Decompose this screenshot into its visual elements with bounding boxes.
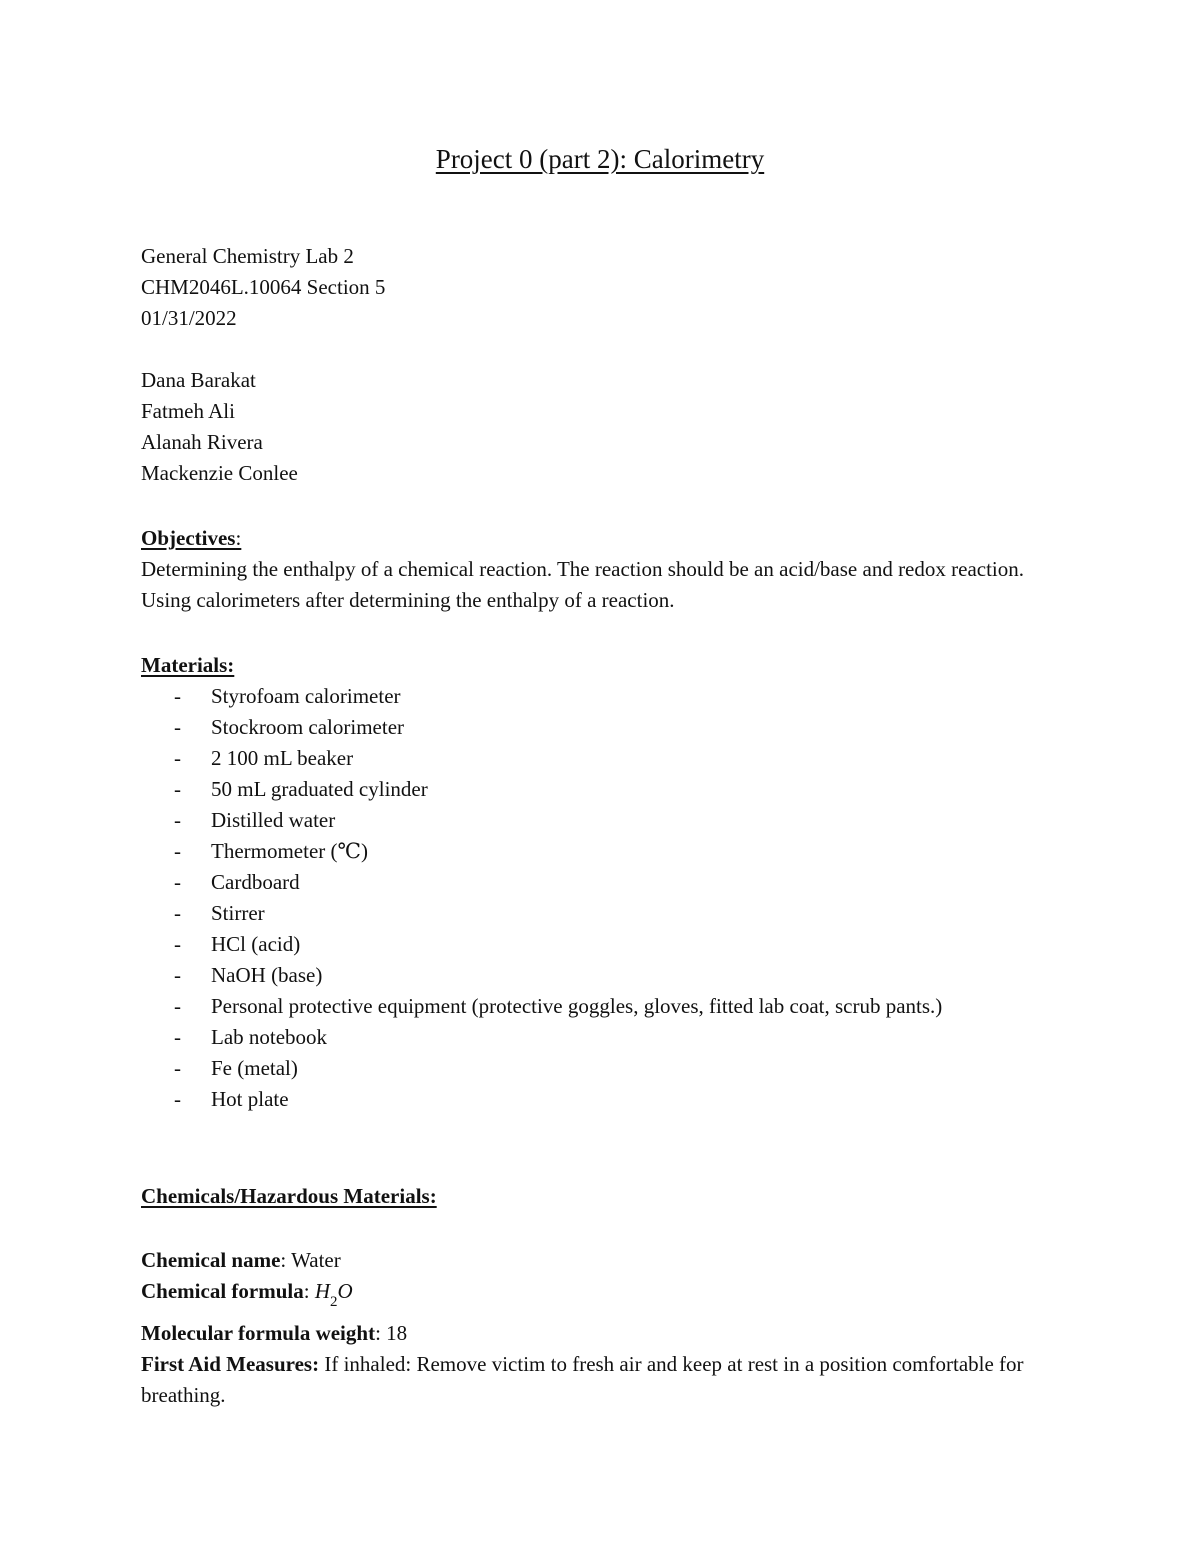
objectives-heading-text: Objectives [141, 526, 236, 550]
list-item [141, 712, 1061, 743]
material-label: NaOH (base) [211, 963, 323, 987]
list-bullet: - [174, 1025, 181, 1049]
chemical-formula-line: Chemical formula: $H_2O$ [141, 1279, 353, 1310]
materials-list [141, 681, 1061, 1115]
list-bullet: - [174, 746, 181, 770]
list-item [141, 960, 1061, 991]
objectives-section [141, 523, 1061, 616]
material-label: Stirrer [211, 901, 265, 925]
list-bullet: - [174, 839, 181, 863]
molecular-weight-line: Molecular formula weight: 18 [141, 1321, 408, 1345]
author-list [141, 365, 1061, 489]
chemical-entry [141, 1245, 1061, 1310]
list-bullet: - [174, 932, 181, 956]
course-info [141, 241, 1061, 334]
material-label: Cardboard [211, 870, 300, 894]
list-item [141, 681, 1061, 712]
chemicals-section [141, 1181, 1061, 1212]
objectives-heading-colon: : [235, 526, 242, 550]
report-date: 01/31/2022 [141, 306, 237, 330]
author-name: Mackenzie Conlee [141, 461, 298, 485]
list-bullet: - [174, 808, 181, 832]
chemicals-heading: Chemicals/Hazardous Materials: [141, 1184, 437, 1208]
list-item [141, 1084, 1061, 1115]
course-name: General Chemistry Lab 2 [141, 244, 354, 268]
list-bullet: - [174, 1087, 181, 1111]
material-label: 50 mL graduated cylinder [211, 777, 428, 801]
list-item [141, 991, 1061, 1022]
course-section: CHM2046L.10064 Section 5 [141, 275, 386, 299]
chemical-formula-label: Chemical formula [141, 1279, 304, 1303]
list-bullet: - [174, 684, 181, 708]
list-bullet: - [174, 994, 181, 1018]
material-label: Stockroom calorimeter [211, 715, 405, 739]
first-aid-label: First Aid Measures: [141, 1352, 320, 1376]
material-label: Distilled water [211, 808, 336, 832]
materials-section [141, 650, 1061, 1115]
material-label: Thermometer (℃) [211, 839, 369, 863]
molecular-weight-label: Molecular formula weight [141, 1321, 376, 1345]
first-aid-line [141, 1349, 1061, 1411]
author-name: Fatmeh Ali [141, 399, 235, 423]
chemical-formula-value [314, 1279, 353, 1310]
list-item [141, 774, 1061, 805]
list-item [141, 836, 1061, 867]
material-label: Fe (metal) [211, 1056, 298, 1080]
materials-heading: Materials: [141, 653, 235, 677]
list-item [141, 867, 1061, 898]
formula-main: H [314, 1279, 330, 1303]
list-bullet: - [174, 715, 181, 739]
author-name: Alanah Rivera [141, 430, 263, 454]
list-item [141, 743, 1061, 774]
material-label: Styrofoam calorimeter [211, 684, 401, 708]
material-label: HCl (acid) [211, 932, 301, 956]
list-bullet: - [174, 870, 181, 894]
list-bullet: - [174, 1056, 181, 1080]
document-title: Project 0 (part 2): Calorimetry [435, 144, 765, 174]
chemical-name-label: Chemical name [141, 1248, 281, 1272]
chemical-name-line: Chemical name: Water [141, 1248, 341, 1272]
material-label: Lab notebook [211, 1025, 328, 1049]
objectives-text: Determining the enthalpy of a chemical reaction. The reaction should be an acid/base and redox reaction. Using calorimeters after determining the enthalpy of a reaction. [141, 557, 1025, 612]
list-bullet: - [174, 901, 181, 925]
formula-tail: O [337, 1279, 353, 1303]
chemical-name-value: Water [291, 1248, 341, 1272]
list-bullet: - [174, 777, 181, 801]
formula-subscript: 2 [330, 1294, 338, 1310]
chemical-entry-details [141, 1318, 1061, 1411]
list-item [141, 1022, 1061, 1053]
objectives-heading [141, 523, 1061, 554]
list-item [141, 898, 1061, 929]
molecular-weight-value: 18 [386, 1321, 408, 1345]
list-item [141, 1053, 1061, 1084]
list-item [141, 805, 1061, 836]
author-name: Dana Barakat [141, 368, 256, 392]
material-label: Hot plate [211, 1087, 289, 1111]
list-item [141, 929, 1061, 960]
first-aid-text: If inhaled: Remove victim to fresh air and keep at rest in a position comfortable for breathing. [141, 1352, 1024, 1407]
list-bullet: - [174, 963, 181, 987]
material-label: Personal protective equipment (protective goggles, gloves, fitted lab coat, scrub pants.) [211, 994, 943, 1018]
material-label: 2 100 mL beaker [211, 746, 354, 770]
